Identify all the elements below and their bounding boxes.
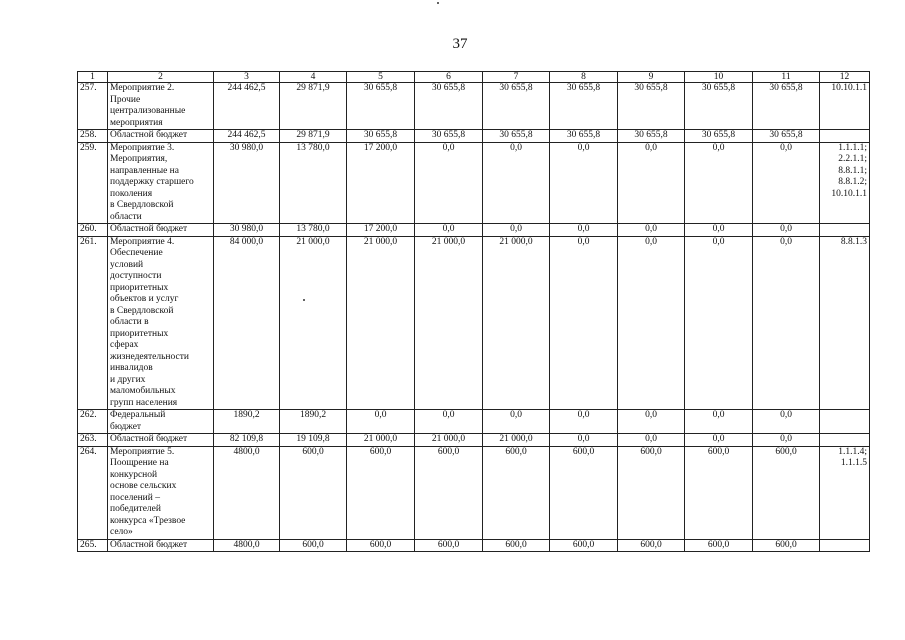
amount-cell: 21 000,0 [280,236,347,410]
table-body [78,72,870,552]
amount-cell: 600,0 [415,446,483,539]
amount-cell: 21 000,0 [415,434,483,447]
item-name-cell: Областной бюджет [108,434,214,447]
target-code-cell: 10.10.1.1 [820,83,870,130]
scan-speck [437,2,439,4]
amount-cell: 0,0 [685,410,753,434]
item-name-cell: Областной бюджет [108,130,214,143]
amount-cell: 30 655,8 [618,83,685,130]
amount-cell: 0,0 [753,434,820,447]
amount-cell: 600,0 [415,539,483,552]
target-code-cell [820,410,870,434]
target-code-cell [820,224,870,237]
amount-cell: 17 200,0 [347,142,415,224]
table-row [78,434,870,447]
table-row [78,539,870,552]
amount-cell: 600,0 [618,539,685,552]
amount-cell: 0,0 [685,236,753,410]
amount-cell: 29 871,9 [280,83,347,130]
row-number-cell: 262. [78,410,108,434]
header-cell: 5 [347,72,415,83]
amount-cell: 600,0 [347,539,415,552]
header-cell: 10 [685,72,753,83]
amount-cell: 13 780,0 [280,142,347,224]
amount-cell: 1890,2 [214,410,280,434]
table-row [78,142,870,224]
amount-cell: 30 980,0 [214,224,280,237]
amount-cell: 0,0 [550,434,618,447]
amount-cell: 600,0 [280,446,347,539]
header-cell: 11 [753,72,820,83]
amount-cell: 600,0 [550,446,618,539]
amount-cell: 30 655,8 [550,83,618,130]
amount-cell: 82 109,8 [214,434,280,447]
amount-cell: 600,0 [483,539,550,552]
amount-cell: 0,0 [415,142,483,224]
scan-speck [303,299,305,301]
amount-cell: 30 655,8 [483,83,550,130]
amount-cell: 0,0 [685,142,753,224]
table-header-row [78,72,870,83]
amount-cell: 0,0 [753,236,820,410]
amount-cell: 0,0 [618,142,685,224]
amount-cell: 30 655,8 [550,130,618,143]
row-number-cell: 263. [78,434,108,447]
amount-cell: 0,0 [415,410,483,434]
amount-cell: 600,0 [347,446,415,539]
amount-cell: 0,0 [550,236,618,410]
target-code-cell [820,539,870,552]
header-cell: 4 [280,72,347,83]
amount-cell: 0,0 [347,410,415,434]
amount-cell: 30 655,8 [415,83,483,130]
row-number-cell: 258. [78,130,108,143]
header-cell: 9 [618,72,685,83]
amount-cell: 13 780,0 [280,224,347,237]
amount-cell: 1890,2 [280,410,347,434]
row-number-cell: 264. [78,446,108,539]
table-row [78,130,870,143]
item-name-cell: Мероприятие 2. Прочие централизованные мероприятия [108,83,214,130]
amount-cell: 600,0 [483,446,550,539]
amount-cell: 0,0 [618,434,685,447]
item-name-cell: Мероприятие 4. Обеспечение условий доступности приоритетных объектов и услуг в Свердловской области в приоритетных сферах жизнедеятельности инвалидов и других маломобильных групп населения [108,236,214,410]
amount-cell: 21 000,0 [347,434,415,447]
target-code-cell: 1.1.1.1; 2.2.1.1; 8.8.1.1; 8.8.1.2; 10.10.1.1 [820,142,870,224]
amount-cell: 0,0 [753,410,820,434]
table-row [78,446,870,539]
table-row [78,410,870,434]
table-row [78,83,870,130]
amount-cell: 600,0 [280,539,347,552]
row-number-cell: 259. [78,142,108,224]
target-code-cell [820,434,870,447]
row-number-cell: 260. [78,224,108,237]
amount-cell: 0,0 [618,224,685,237]
amount-cell: 17 200,0 [347,224,415,237]
row-number-cell: 265. [78,539,108,552]
item-name-cell: Мероприятие 5. Поощрение на конкурсной основе сельских поселений – победителей конкурса «Трезвое село» [108,446,214,539]
amount-cell: 0,0 [753,224,820,237]
budget-table [77,71,870,552]
row-number-cell: 261. [78,236,108,410]
page-number: 37 [452,36,468,52]
item-name-cell: Федеральный бюджет [108,410,214,434]
table-row [78,236,870,410]
amount-cell: 0,0 [618,236,685,410]
amount-cell: 30 655,8 [347,83,415,130]
amount-cell: 244 462,5 [214,83,280,130]
amount-cell: 30 655,8 [347,130,415,143]
amount-cell: 0,0 [685,224,753,237]
amount-cell: 0,0 [550,410,618,434]
target-code-cell [820,130,870,143]
target-code-cell: 1.1.1.4; 1.1.1.5 [820,446,870,539]
amount-cell: 30 655,8 [483,130,550,143]
amount-cell: 30 655,8 [685,83,753,130]
header-cell: 7 [483,72,550,83]
target-code-cell: 8.8.1.3 [820,236,870,410]
item-name-cell: Областной бюджет [108,224,214,237]
amount-cell: 0,0 [550,224,618,237]
amount-cell: 21 000,0 [483,236,550,410]
header-cell: 12 [820,72,870,83]
amount-cell: 30 655,8 [618,130,685,143]
amount-cell: 0,0 [483,142,550,224]
amount-cell: 0,0 [618,410,685,434]
amount-cell: 21 000,0 [347,236,415,410]
amount-cell: 600,0 [753,446,820,539]
row-number-cell: 257. [78,83,108,130]
amount-cell: 0,0 [550,142,618,224]
amount-cell: 4800,0 [214,539,280,552]
amount-cell: 600,0 [685,539,753,552]
amount-cell: 600,0 [618,446,685,539]
header-cell: 3 [214,72,280,83]
amount-cell: 0,0 [415,224,483,237]
amount-cell: 600,0 [550,539,618,552]
amount-cell: 30 655,8 [685,130,753,143]
item-name-cell: Областной бюджет [108,539,214,552]
amount-cell: 0,0 [483,410,550,434]
amount-cell: 29 871,9 [280,130,347,143]
amount-cell: 0,0 [483,224,550,237]
amount-cell: 600,0 [685,446,753,539]
header-cell: 1 [78,72,108,83]
amount-cell: 0,0 [685,434,753,447]
amount-cell: 21 000,0 [415,236,483,410]
amount-cell: 84 000,0 [214,236,280,410]
amount-cell: 244 462,5 [214,130,280,143]
amount-cell: 600,0 [753,539,820,552]
amount-cell: 30 655,8 [753,83,820,130]
header-cell: 6 [415,72,483,83]
header-cell: 8 [550,72,618,83]
amount-cell: 0,0 [753,142,820,224]
header-cell: 2 [108,72,214,83]
amount-cell: 19 109,8 [280,434,347,447]
amount-cell: 21 000,0 [483,434,550,447]
amount-cell: 30 655,8 [415,130,483,143]
amount-cell: 4800,0 [214,446,280,539]
table-row [78,224,870,237]
amount-cell: 30 980,0 [214,142,280,224]
amount-cell: 30 655,8 [753,130,820,143]
item-name-cell: Мероприятие 3. Мероприятия, направленные на поддержку старшего поколения в Свердловской области [108,142,214,224]
